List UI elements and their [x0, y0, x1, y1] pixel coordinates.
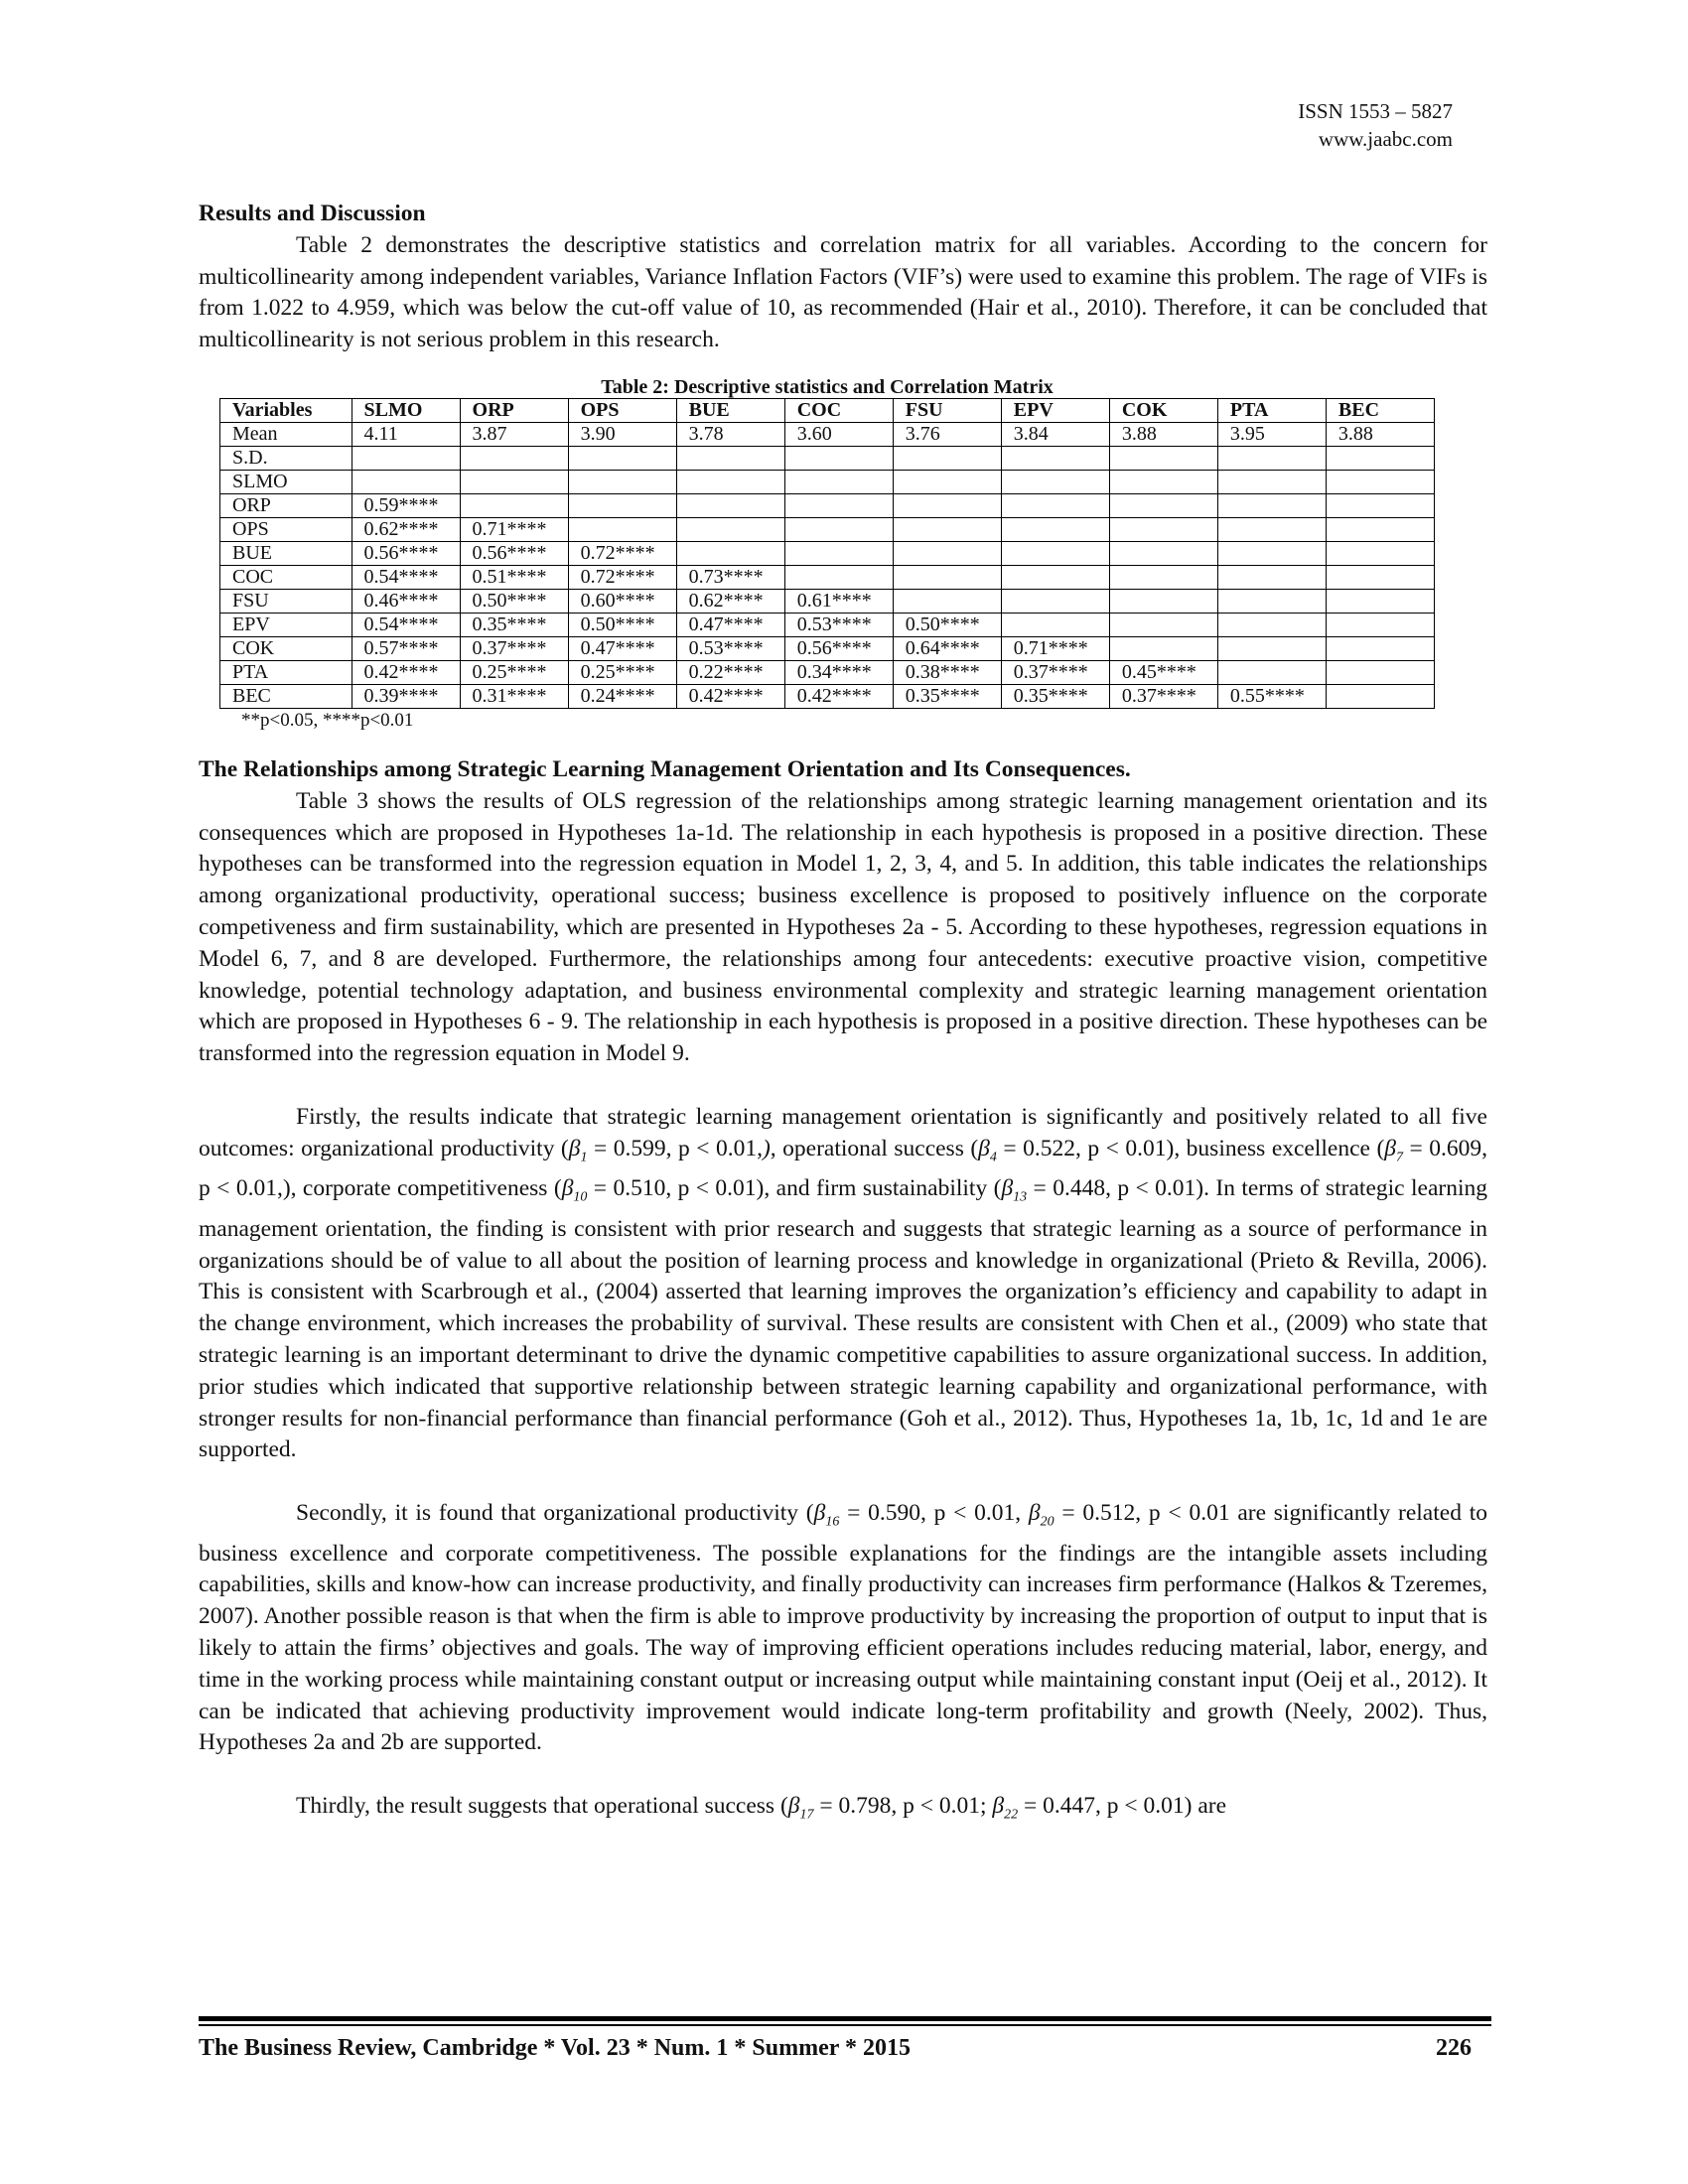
table-cell: 0.50****	[568, 613, 676, 636]
table-cell: 0.25****	[568, 660, 676, 684]
table-cell: 0.72****	[568, 541, 676, 565]
journal-citation: The Business Review, Cambridge * Vol. 23 * Num. 1 * Summer * 2015	[199, 2035, 911, 2061]
correlation-table	[219, 398, 1435, 709]
table-row	[220, 541, 1435, 565]
table-row	[220, 493, 1435, 517]
table-cell: 0.54****	[352, 565, 460, 589]
table-cell	[1326, 517, 1434, 541]
column-header: OPS	[568, 398, 676, 422]
table-cell	[1109, 493, 1217, 517]
table-cell	[460, 470, 568, 493]
table-cell: 0.39****	[352, 684, 460, 708]
paragraph-thirdly: Thirdly, the result suggests that operational success ($\beta_{17} = 0.798$, p < 0.01; $\beta_{22} = 0.447$, p < 0.01) are	[296, 1793, 1227, 1823]
table-cell	[1326, 565, 1434, 589]
table-row	[220, 446, 1435, 470]
table-cell	[568, 517, 676, 541]
table-cell: 0.42****	[352, 660, 460, 684]
table-cell: 0.61****	[784, 589, 893, 613]
table-cell: 0.64****	[893, 636, 1001, 660]
table-caption: Table 2: Descriptive statistics and Correlation Matrix	[601, 375, 1054, 398]
table-cell	[1217, 493, 1326, 517]
column-header: ORP	[460, 398, 568, 422]
table-cell	[1109, 541, 1217, 565]
column-header: FSU	[893, 398, 1001, 422]
page-number: 226	[1436, 2035, 1472, 2061]
row-label: BEC	[220, 684, 352, 708]
row-label: OPS	[220, 517, 352, 541]
table-cell	[784, 470, 893, 493]
table-cell: 3.88	[1109, 422, 1217, 446]
table-row	[220, 422, 1435, 446]
table-cell	[1001, 517, 1109, 541]
column-header: COK	[1109, 398, 1217, 422]
table-cell: 0.35****	[893, 684, 1001, 708]
table-cell: 0.57****	[352, 636, 460, 660]
table-cell	[893, 541, 1001, 565]
table-cell	[1109, 613, 1217, 636]
table-cell: 0.34****	[784, 660, 893, 684]
table-cell: 0.47****	[568, 636, 676, 660]
table-cell: 3.90	[568, 422, 676, 446]
table-cell	[784, 541, 893, 565]
table-cell	[1326, 660, 1434, 684]
column-header: SLMO	[352, 398, 460, 422]
table-cell: 0.72****	[568, 565, 676, 589]
row-label: ORP	[220, 493, 352, 517]
table-cell	[784, 493, 893, 517]
table-cell: 0.59****	[352, 493, 460, 517]
table-cell	[1217, 613, 1326, 636]
column-header: BEC	[1326, 398, 1434, 422]
table-cell	[1109, 470, 1217, 493]
table-cell	[352, 470, 460, 493]
table-row	[220, 589, 1435, 613]
paragraph-table3: Table 3 shows the results of OLS regression of the relationships among strategic learning management orientation and its consequences which are proposed in Hypotheses 1a-1d. The relationship in each hypothesis is proposed in a positive direction. These hypotheses can be transformed into the regression equation in Model 1, 2, 3, 4, and 5. In addition, this table indicates the relationships among organizational productivity, operational success; business excellence is proposed to positively influence on the corporate competiveness and firm sustainability, which are presented in Hypotheses 2a - 5. According to these hypotheses, regression equations in Model 6, 7, and 8 are developed. Furthermore, the relationships among four antecedents: executive proactive vision, competitive knowledge, potential technology adaptation, and business environmental complexity and strategic learning management orientation which are proposed in Hypotheses 6 - 9. The relationship in each hypothesis is proposed in a positive direction. These hypotheses can be transformed into the regression equation in Model 9.	[199, 787, 1487, 1067]
table-cell: 0.25****	[460, 660, 568, 684]
table-cell: 0.55****	[1217, 684, 1326, 708]
table-cell	[1109, 517, 1217, 541]
table-cell: 0.62****	[352, 517, 460, 541]
row-label: Mean	[220, 422, 352, 446]
table-cell	[784, 517, 893, 541]
table-cell: 0.35****	[460, 613, 568, 636]
table-cell: 0.60****	[568, 589, 676, 613]
table-cell	[1001, 541, 1109, 565]
table-cell: 0.51****	[460, 565, 568, 589]
row-label: S.D.	[220, 446, 352, 470]
row-label: PTA	[220, 660, 352, 684]
table-cell: 0.42****	[784, 684, 893, 708]
table-cell: 0.37****	[460, 636, 568, 660]
table-cell	[893, 470, 1001, 493]
table-cell	[1326, 636, 1434, 660]
table-2	[219, 376, 1435, 733]
table-cell	[893, 589, 1001, 613]
section-title-results: Results and Discussion	[199, 201, 426, 226]
table-cell	[1001, 565, 1109, 589]
table-row	[220, 517, 1435, 541]
table-row	[220, 636, 1435, 660]
table-cell	[1217, 565, 1326, 589]
table-cell: 3.88	[1326, 422, 1434, 446]
table-cell	[676, 446, 784, 470]
row-label: FSU	[220, 589, 352, 613]
table-cell: 0.47****	[676, 613, 784, 636]
table-cell: 0.35****	[1001, 684, 1109, 708]
table-cell: 0.50****	[460, 589, 568, 613]
table-cell	[1326, 613, 1434, 636]
table-cell: 0.71****	[460, 517, 568, 541]
table-cell: 3.95	[1217, 422, 1326, 446]
table-cell	[1001, 493, 1109, 517]
table-cell	[1326, 470, 1434, 493]
row-label: EPV	[220, 613, 352, 636]
table-cell	[784, 565, 893, 589]
table-cell: 0.31****	[460, 684, 568, 708]
table-cell	[1109, 636, 1217, 660]
table-cell: 3.60	[784, 422, 893, 446]
table-cell	[1217, 589, 1326, 613]
table-cell: 0.37****	[1001, 660, 1109, 684]
row-label: COK	[220, 636, 352, 660]
issn: ISSN 1553 – 5827	[1298, 99, 1453, 123]
column-header: Variables	[220, 398, 352, 422]
table-cell	[893, 517, 1001, 541]
table-cell	[784, 446, 893, 470]
table-cell: 0.54****	[352, 613, 460, 636]
table-cell	[893, 565, 1001, 589]
table-cell	[568, 493, 676, 517]
table-cell: 3.84	[1001, 422, 1109, 446]
table-cell: 0.46****	[352, 589, 460, 613]
table-cell	[893, 493, 1001, 517]
table-row	[220, 660, 1435, 684]
column-header: COC	[784, 398, 893, 422]
table-cell: 0.56****	[460, 541, 568, 565]
table-cell	[1217, 541, 1326, 565]
table-cell: 4.11	[352, 422, 460, 446]
table-cell	[1001, 470, 1109, 493]
table-cell	[568, 470, 676, 493]
table-cell: 0.37****	[1109, 684, 1217, 708]
column-header: BUE	[676, 398, 784, 422]
table-cell	[1326, 446, 1434, 470]
table-row	[220, 470, 1435, 493]
table-cell	[1109, 446, 1217, 470]
section-title-relationships: The Relationships among Strategic Learning Management Orientation and Its Consequences.	[199, 755, 1131, 782]
row-label: COC	[220, 565, 352, 589]
table-cell: 0.56****	[352, 541, 460, 565]
table-cell: 0.71****	[1001, 636, 1109, 660]
table-cell: 0.22****	[676, 660, 784, 684]
table-cell	[676, 517, 784, 541]
table-cell	[1109, 565, 1217, 589]
table-cell	[460, 493, 568, 517]
table-cell: 0.38****	[893, 660, 1001, 684]
footer-rule-thick	[199, 2016, 1491, 2021]
table-header-row	[220, 398, 1435, 422]
table-cell: 0.56****	[784, 636, 893, 660]
table-cell	[1326, 589, 1434, 613]
table-cell	[1001, 446, 1109, 470]
results-paragraph: Table 2 demonstrates the descriptive statistics and correlation matrix for all variables. According to the concern for multicollinearity among independent variables, Variance Inflation Factors (VIF’s) were used to examine this problem. The rage of VIFs is from 1.022 to 4.959, which was below the cut-off value of 10, as recommended (Hair et al., 2010). Therefore, it can be concluded that multicollinearity is not serious problem in this research.	[199, 231, 1487, 353]
website: www.jaabc.com	[1318, 127, 1453, 151]
paragraph-firstly: Firstly, the results indicate that strategic learning management orientation is significantly and positively related to all five outcomes: organizational productivity ($\beta_1 = 0.599$, p < 0.01,), operational success ($\beta_4 = 0.522$, p < 0.01), business excellence ($\beta_7 = 0.609$, p < 0.01,), corporate competitiveness ($\beta_{10} = 0.510$, p < 0.01), and firm sustainability ($\beta_{13} = 0.448$, p < 0.01). In terms of strategic learning management orientation, the finding is consistent with prior research and suggests that strategic learning as a source of performance in organizations should be of value to all about the position of learning process and knowledge in organizational (Prieto & Revilla, 2006). This is consistent with Scarbrough et al., (2004) asserted that learning improves the organization’s efficiency and capability to adapt in the change environment, which increases the probability of survival. These results are consistent with Chen et al., (2009) who state that strategic learning is an important determinant to drive the dynamic competitive capabilities to assure organizational success. In addition, prior studies which indicated that supportive relationship between strategic learning capability and organizational performance, with stronger results for non-financial performance than financial performance (Goh et al., 2012). Thus, Hypotheses 1a, 1b, 1c, 1d and 1e are supported.	[199, 1103, 1487, 1463]
row-label: SLMO	[220, 470, 352, 493]
footer-rule-thin	[199, 2024, 1491, 2026]
paragraph-secondly: Secondly, it is found that organizational productivity ($\beta_{16} = 0.590$, p < 0.01, $\beta_{20} = 0.512$, p < 0.01 are significantly related to business excellence and corporate competitiveness. The possible explanations for the findings are the intangible assets including capabilities, skills and know-how can increase productivity, and finally productivity can increases firm performance (Halkos & Tzeremes, 2007). Another possible reason is that when the firm is able to improve productivity by increasing the proportion of output to input that is likely to attain the firms’ objectives and goals. The way of improving efficient operations includes reducing material, labor, energy, and time in the working process while maintaining constant output or increasing output while maintaining constant input (Oeij et al., 2012). It can be indicated that achieving productivity improvement would indicate long-term profitability and growth (Neely, 2002). Thus, Hypotheses 2a and 2b are supported.	[199, 1500, 1487, 1756]
table-cell	[568, 446, 676, 470]
table-cell	[1326, 493, 1434, 517]
table-cell	[460, 446, 568, 470]
table-cell: 0.62****	[676, 589, 784, 613]
table-body	[220, 422, 1435, 708]
table-cell	[1326, 684, 1434, 708]
table-cell	[676, 541, 784, 565]
table-cell	[1217, 470, 1326, 493]
table-cell	[1217, 517, 1326, 541]
page-header	[1298, 97, 1453, 153]
table-cell	[1217, 446, 1326, 470]
table-row	[220, 684, 1435, 708]
table-cell	[1217, 636, 1326, 660]
table-cell: 0.50****	[893, 613, 1001, 636]
table-cell: 3.87	[460, 422, 568, 446]
table-cell: 0.53****	[676, 636, 784, 660]
table-cell	[1109, 589, 1217, 613]
table-cell	[1001, 589, 1109, 613]
table-cell: 0.24****	[568, 684, 676, 708]
table-cell: 3.78	[676, 422, 784, 446]
column-header: PTA	[1217, 398, 1326, 422]
page-footer	[199, 2033, 1472, 2063]
table-cell: 0.42****	[676, 684, 784, 708]
row-label: BUE	[220, 541, 352, 565]
table-cell	[352, 446, 460, 470]
table-cell: 0.73****	[676, 565, 784, 589]
table-cell	[1326, 541, 1434, 565]
table-cell	[676, 493, 784, 517]
table-cell	[1217, 660, 1326, 684]
table-row	[220, 565, 1435, 589]
table-cell: 0.45****	[1109, 660, 1217, 684]
table-cell	[1001, 613, 1109, 636]
table-cell: 0.53****	[784, 613, 893, 636]
main-content	[199, 199, 1487, 1832]
table-row	[220, 613, 1435, 636]
table-cell: 3.76	[893, 422, 1001, 446]
table-note: **p<0.05, ****p<0.01	[241, 709, 414, 731]
table-cell	[893, 446, 1001, 470]
column-header: EPV	[1001, 398, 1109, 422]
table-cell	[676, 470, 784, 493]
